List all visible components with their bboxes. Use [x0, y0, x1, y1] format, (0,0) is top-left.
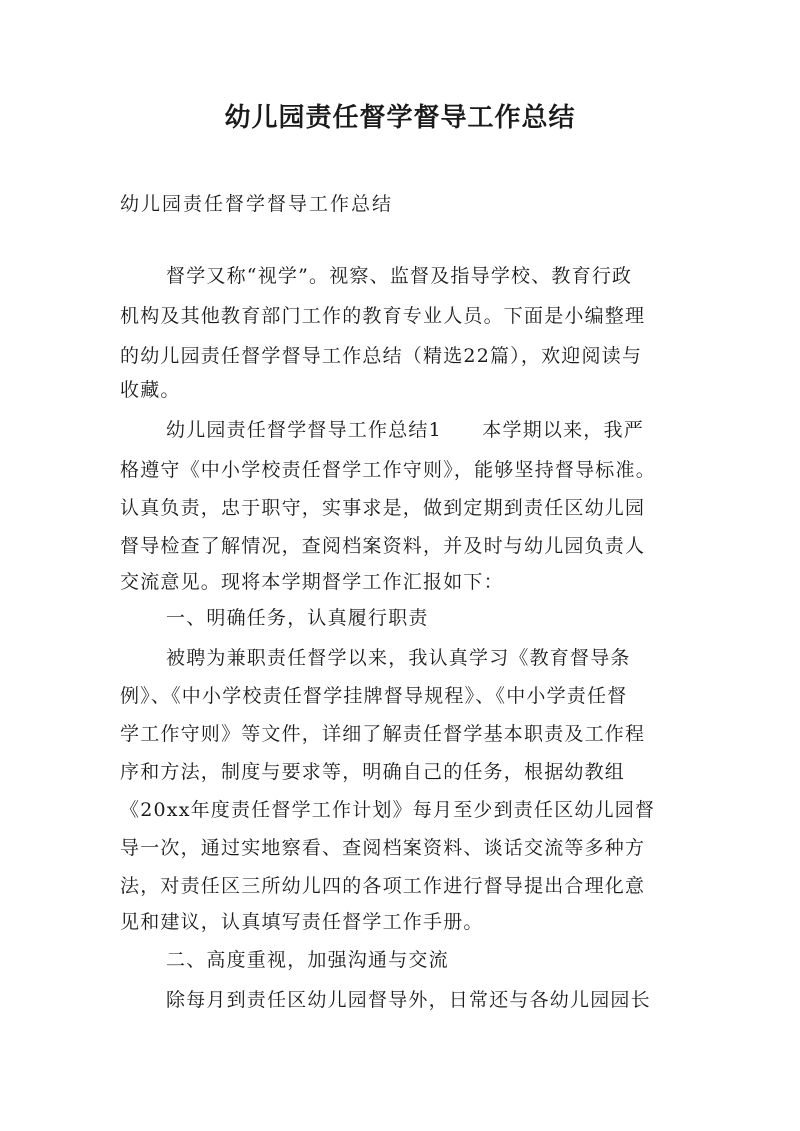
paragraph-line: 机构及其他教育部门工作的教育专业人员。下面是小编整理 [120, 305, 646, 327]
paragraph-line: 幼儿园责任督学督导工作总结1 本学期以来，我严 [166, 419, 644, 441]
paragraph-line: 例》、《中小学校责任督学挂牌督导规程》、《中小学责任督 [120, 685, 628, 707]
paragraph-line: 见和建议，认真填写责任督学工作手册。 [120, 911, 484, 933]
paragraph-line: 被聘为兼职责任督学以来，我认真学习《教育督导条 [166, 647, 631, 669]
paragraph-line: 序和方法，制度与要求等，明确自己的任务，根据幼教组 [120, 761, 626, 783]
paragraph-line: 法，对责任区三所幼儿四的各项工作进行督导提出合理化意 [120, 875, 646, 897]
paragraph-line: 除每月到责任区幼儿园督导外，日常还与各幼儿园园长 [166, 989, 651, 1011]
paragraph-line: 收藏。 [120, 379, 181, 401]
document-title: 幼儿园责任督学督导工作总结 [224, 103, 576, 133]
paragraph-line: 督学又称“视学”。视察、监督及指导学校、教育行政 [166, 265, 633, 287]
paragraph-line: 认真负责，忠于职守，实事求是，做到定期到责任区幼儿园 [120, 497, 646, 519]
paragraph-line: 督导检查了解情况，查阅档案资料，并及时与幼儿园负责人 [120, 535, 646, 557]
paragraph-line: 学工作守则》等文件，详细了解责任督学基本职责及工作程 [120, 723, 646, 745]
section-heading: 一、明确任务，认真履行职责 [166, 607, 429, 629]
paragraph-line: 格遵守《中小学校责任督学工作守则》，能够坚持督导标准。 [120, 459, 656, 481]
paragraph-line: 《20xx年度责任督学工作计划》每月至少到责任区幼儿园督 [120, 799, 656, 821]
section-heading: 二、高度重视，加强沟通与交流 [166, 949, 449, 971]
paragraph-line: 导一次，通过实地察看、查阅档案资料、谈话交流等多种方 [120, 837, 646, 859]
paragraph-line: 的幼儿园责任督学督导工作总结（精选22篇），欢迎阅读与 [120, 345, 643, 367]
document-subtitle: 幼儿园责任督学督导工作总结 [120, 193, 394, 215]
paragraph-line: 交流意见。现将本学期督学工作汇报如下： [120, 571, 504, 593]
